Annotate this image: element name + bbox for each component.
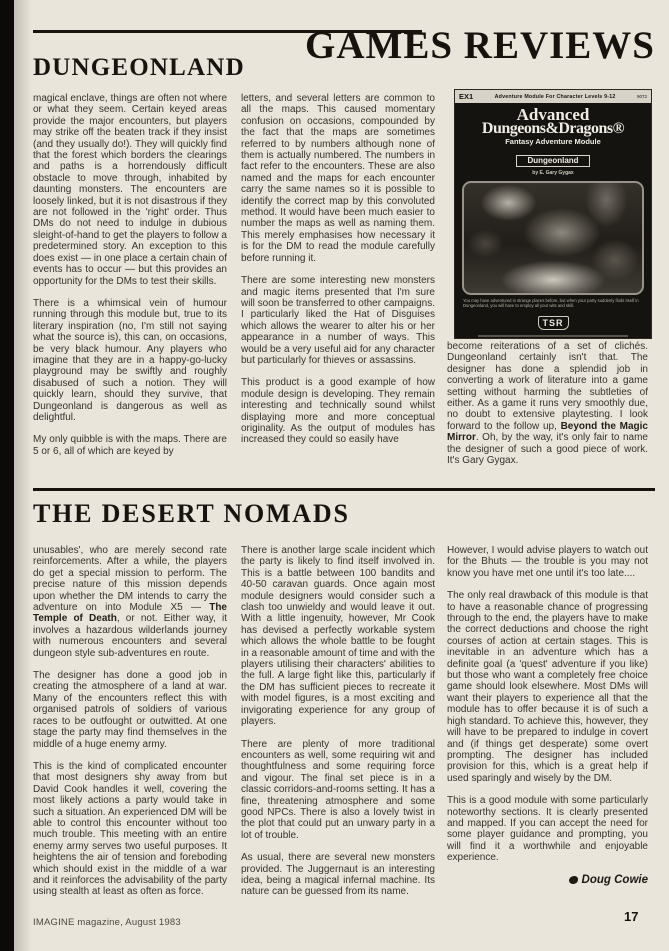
text-run: become reiterations of a set of clichés. Dungeonland certainly isn't that. The designer has done a splendid job in converting a work of literature into a game setting without harming the subtleties of either. As a game it runs very smoothly due, no doubt to extensive playtesting. I look forward to the follow up,: [447, 341, 648, 432]
paragraph: letters, and several letters are common to all the maps. This caused momentary confusion on occasions, compounded by the fact that the maps are sometimes referred to by numbers although none of them is actually numbered. The numbers in fact refer to the encounters. These are also named and the maps for each encounter carry the same names so it is possible to identify the correct map by this convoluted method. It would have been much easier to number the maps as well as naming them. This merely emphasises how necessary it is for the DM to read the module carefully before running it.: [241, 93, 435, 264]
cover-caption-line2: Dungeonland, you will have to employ all your wits and skill.: [463, 303, 575, 309]
add-logo-line1: Advanced: [516, 105, 590, 124]
paragraph: magical enclave, things are often not where or what they seem. Certain keyed areas provide the major encounters, but players may strike off the beaten track if they insist (and they usually do!). They will quickly find that the forest which borders the clearings and paths is a horrendously difficult obstacle to move through, inhabited by daunting monsters. The encounters are loosely linked, but it is not disastrous if they are not followed in the 'right' order. Thus DMs do not need to indulge in dubious sleight-of-hand to get the players to follow a predetermined story. An exception to this does exist — in one place a certain chain of events has to occur — but this provides an opportunity for the DMs to test their skills.: [33, 93, 227, 287]
page-number: 17: [624, 909, 639, 924]
bold-title-run: The Temple of Death: [33, 602, 227, 625]
dungeonland-column-1: [33, 93, 227, 468]
paragraph: As usual, there are several new monsters provided. The Juggernaut is an interesting idea, being a magical infernal machine. Its nature can be guessed from its name.: [241, 852, 435, 898]
tsr-logo: [455, 313, 651, 331]
desert-nomads-column-3: [447, 545, 648, 886]
cover-module-title: Dungeonland: [516, 155, 589, 167]
cover-smallprint-line: [478, 335, 628, 337]
section-masthead: GAMES REVIEWS: [305, 24, 655, 67]
product-number: 9072: [636, 94, 647, 99]
article-title-desert-nomads: THE DESERT NOMADS: [33, 499, 350, 528]
module-cover-image: [455, 90, 651, 338]
tsr-logo-label: TSR: [538, 316, 569, 330]
footer-magazine-credit: IMAGINE magazine, August 1983: [33, 917, 181, 928]
paragraph: My only quibble is with the maps. There are 5 or 6, all of which are keyed by: [33, 434, 227, 457]
paragraph: The only real drawback of this module is that to have a reasonable chance of progressing through to the end, the players have to make the correct deductions and choose the right courses of action at certain stages. This is inevitable in an adventure which has a definite goal (a 'quest' adventure if you like) but those who want a completely free choice game should look elsewhere. Most DMs will want their players to experience all that the module has to offer because it is of such a high standard. To achieve this, however, they will have to be prepared to indulge in covert and (if things get desperate) some overt prompting. The designer has included provision for this, which is a great help if used sparingly and wisely by the DM.: [447, 590, 648, 784]
paragraph: [447, 341, 648, 466]
cover-banner-text: Adventure Module For Character Levels 9-12: [494, 93, 616, 100]
add-logo-line2: Dungeons&Dragons®: [481, 120, 625, 137]
cover-caption-line1: You may have adventured in strange places before, but when your party suddenly finds itself in: [463, 298, 639, 303]
paragraph: This is the kind of complicated encounter that most designers shy away from but David Cook handles it well, covering the most likely actions a party would take in such a situation. An experienced DM will be able to control this encounter without too much trouble. This meeting with an entire enemy army serves two useful purposes. It heightens the air of tension and foreboding which should exist in the middle of a war and it reinforces the advisability of the party using stealth at least as often as force.: [33, 760, 227, 898]
desert-nomads-column-1: [33, 545, 227, 909]
text-run: , or not. Either way, it involves a hazardous wilderlands journey with numerous encounters and several dungeon style sub-adventures en route.: [33, 613, 228, 659]
byline-name: Doug Cowie: [581, 873, 648, 886]
paragraph: There are some interesting new monsters and magic items presented that I'm sure will soon be transferred to other campaigns. I particularly liked the Hat of Disguises which allows the wearer to alter his or her appearance in a number of ways. This would be a very useful aid for any character but particularly for thieves or assassins.: [241, 275, 435, 366]
paragraph: The designer has done a good job in creating the atmosphere of a land at war. Many of the encounters reflect this with organised patrols of soldiers of various races to be outfought or outwitted. At one stage the party may find themselves in the middle of a huge enemy army.: [33, 670, 227, 750]
dungeonland-column-3: [447, 341, 648, 477]
paragraph: [33, 545, 227, 659]
paragraph: There is a whimsical vein of humour running through this module but, true to its literary inspiration (no, I'm still not saying what the source is), this can, on occasions, be very black humour. Any players who imagine that they are in a happy-go-lucky playground may be swiftly and roughly disabused of such a notion. They will quickly learn, should they survive, that Dungeonland is dangerous as well as delightful.: [33, 297, 227, 423]
imp-icon: [569, 876, 578, 884]
article-title-dungeonland: DUNGEONLAND: [33, 54, 245, 81]
cover-illustration: [462, 181, 644, 295]
byline: [447, 875, 648, 886]
paragraph: This is a good module with some particularly noteworthy sections. It is clearly presented and mapped. If you can accept the need for some player guidance and prompting, you will find it a worthwhile and enjoyable experience.: [447, 795, 648, 864]
page-spine-edge: [0, 0, 14, 951]
cover-author: by E. Gary Gygax: [532, 170, 574, 176]
paragraph: This product is a good example of how module design is developing. They remain interesting and technically sound whilst displaying more and more conceptual originality. As the output of modules has increased they could so easily have: [241, 377, 435, 446]
cover-caption: [463, 298, 643, 308]
add-logo: [455, 107, 651, 136]
desert-nomads-column-2: [241, 545, 435, 909]
cover-subtitle: Fantasy Adventure Module: [505, 137, 601, 146]
bold-title-run: Beyond the Magic Mirror: [447, 420, 648, 444]
cover-title-box: [455, 150, 651, 168]
text-run: . Oh, by the way, it's only fair to name the designer of such a good piece of work. It's Gary Gygax.: [447, 432, 648, 467]
paragraph: There are plenty of more traditional encounters as well, some requiring wit and thoughtfulness and some requiring force and vigour. The final set piece is in a classic corridors-and-rooms setting. It has a fine, threatening atmosphere and some good NPCs. There is also a lovely twist in the plot that could put an unwary party in a lot of trouble.: [241, 738, 435, 841]
text-run: unusables', who are merely second rate reinforcements. After a while, the players do get a special mission to perform. The precise nature of this mission depends upon whether the DM intends to carry the adventure on into Module X5 —: [33, 545, 227, 614]
cover-top-bar: [455, 90, 651, 103]
paragraph: However, I would advise players to watch out for the Bhuts — the trouble is you may not know you have met one until it's too late....: [447, 545, 648, 579]
section-divider-rule: [33, 488, 655, 491]
module-code: EX1: [459, 92, 474, 101]
dungeonland-column-2: [241, 93, 435, 457]
paragraph: There is another large scale incident which the party is likely to find itself involved in. This is a battle between 100 bandits and 40-50 caravan guards. Once again most module designers would consider such a clash too unwieldy and would leave it out. With a little ingenuity, however, Mr Cook has devised a perfectly workable system which allows the whole battle to be fought in a reasonable amount of time and with the players utilising their characters' abilities to the full. A large fight like this, particularly if the DM has sufficient pieces to recreate it with model figures, is a most exciting and invigorating experience for any group of players.: [241, 545, 436, 728]
